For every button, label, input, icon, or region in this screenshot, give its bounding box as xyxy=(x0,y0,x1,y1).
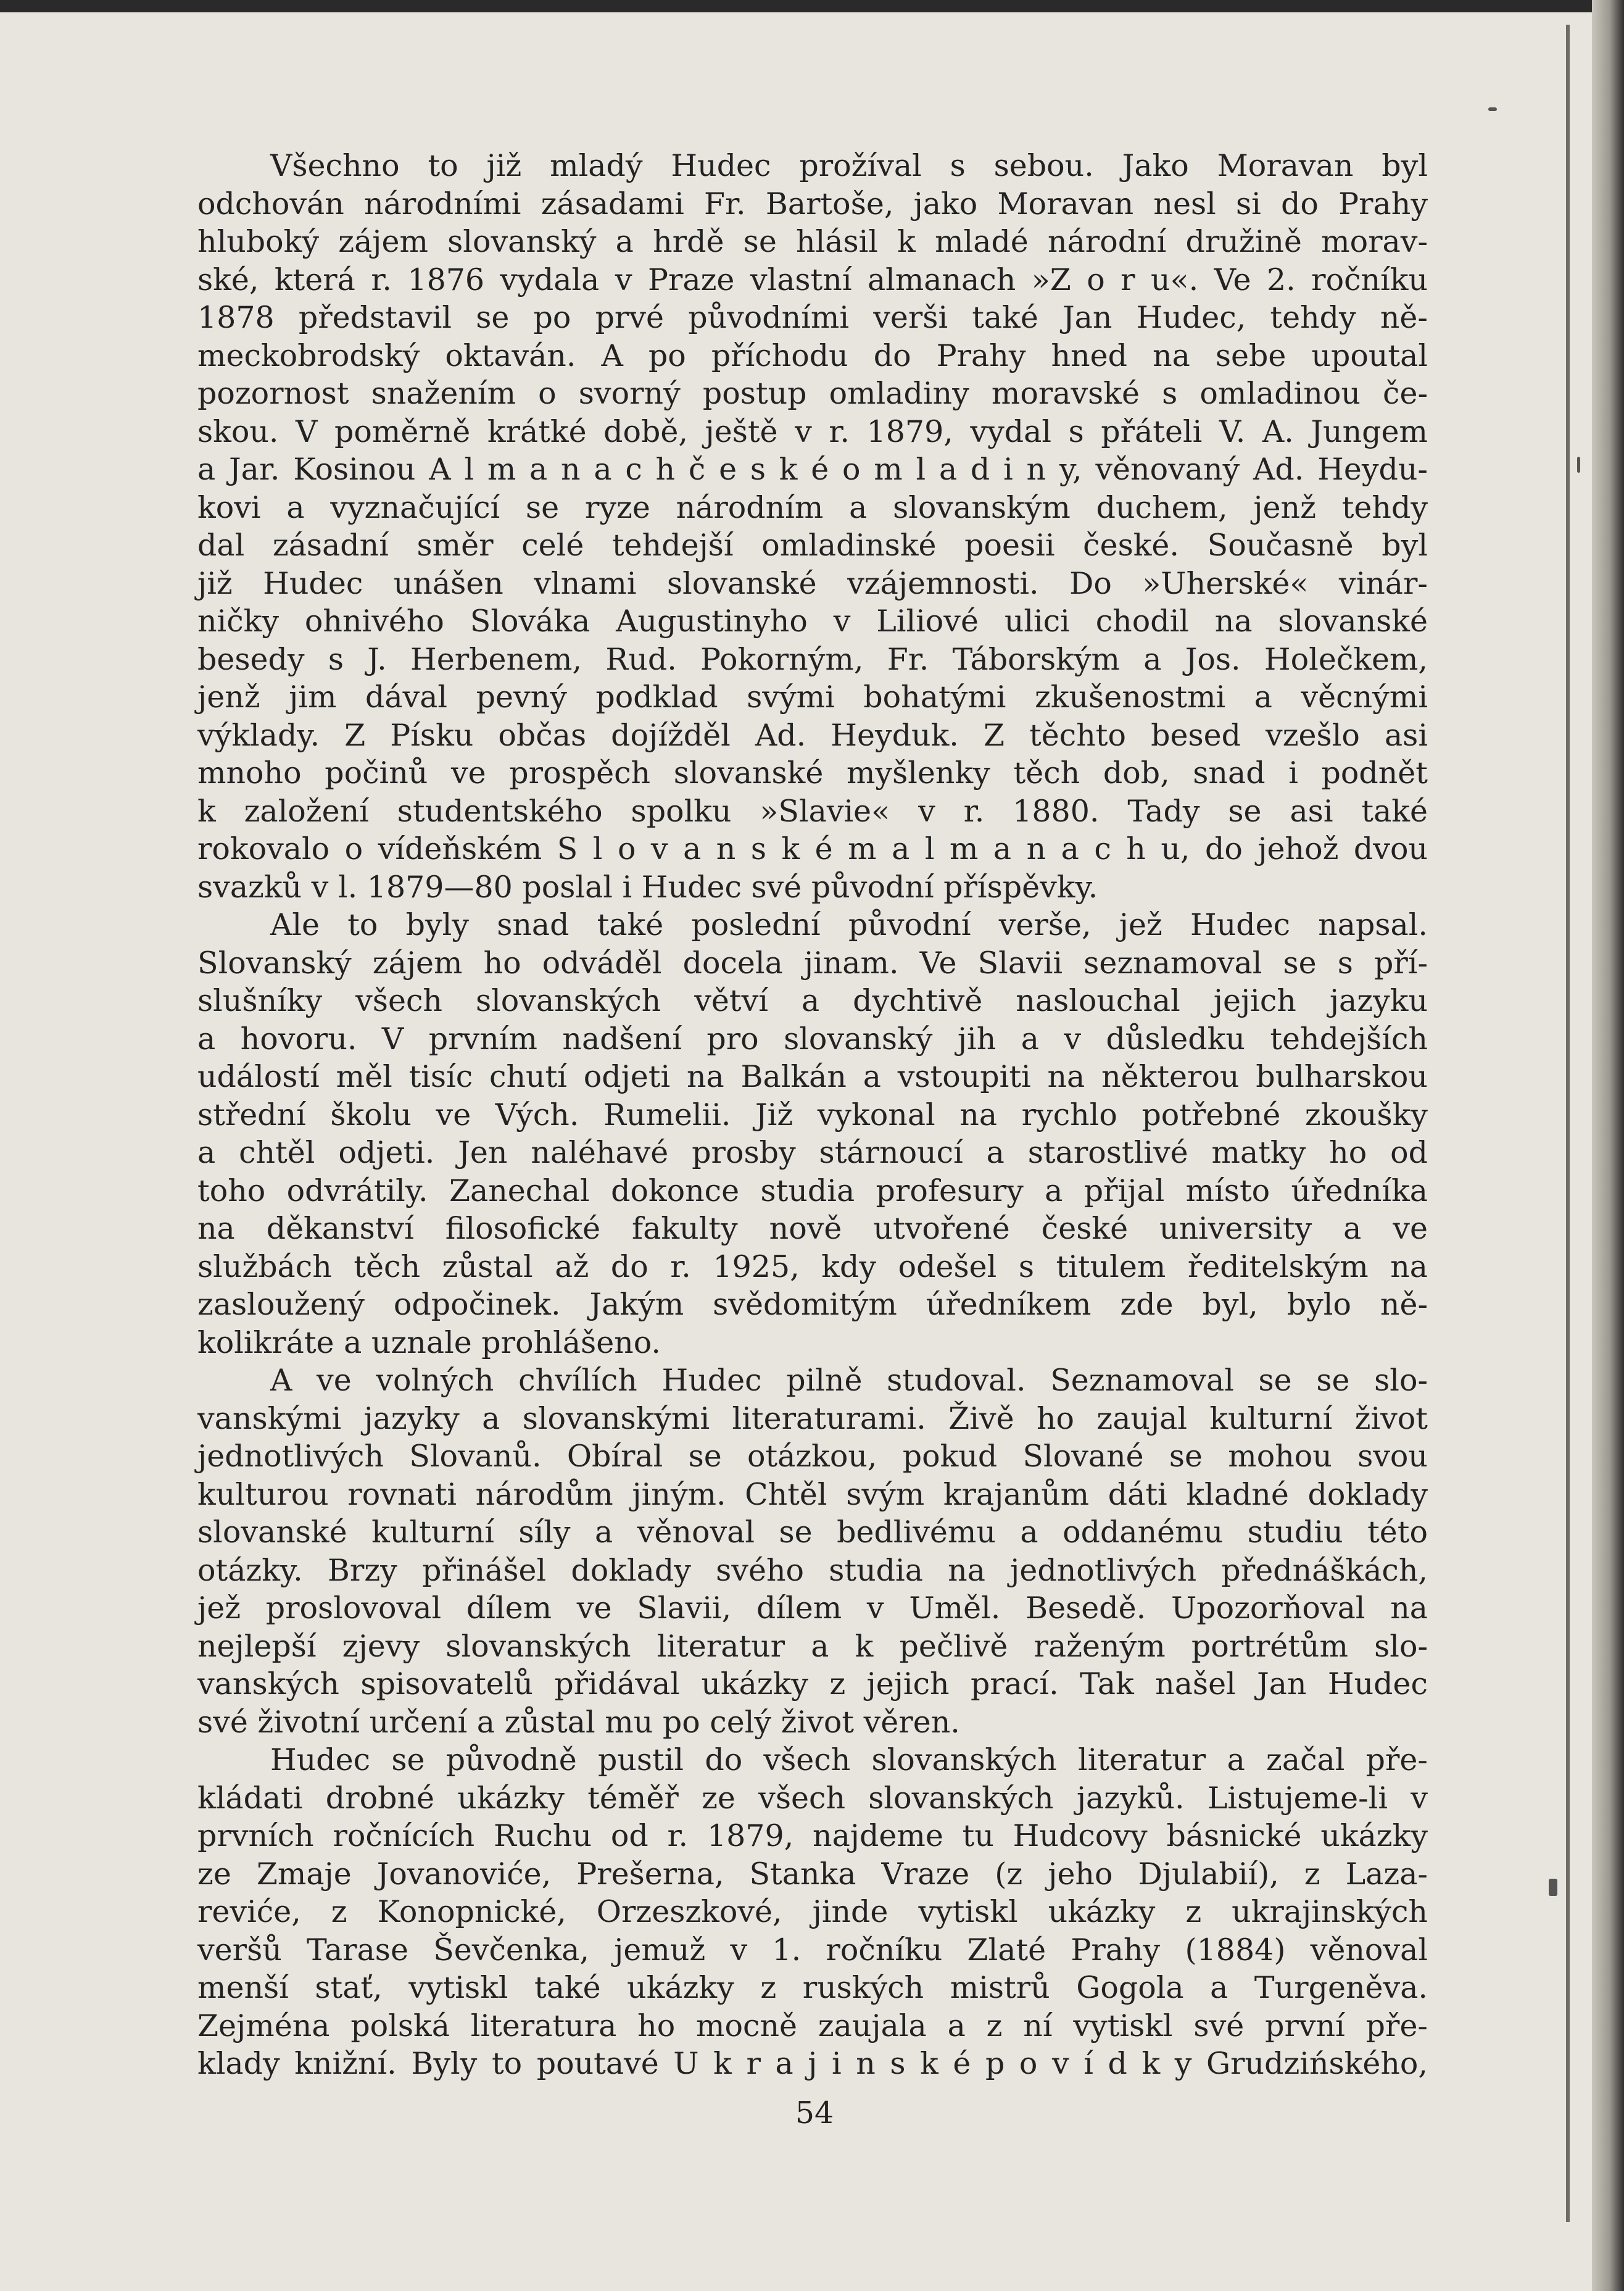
text-line: dal zásadní směr celé tehdejší omladinské poesii české. Současně byl xyxy=(197,528,1428,563)
text-line: svazků v l. 1879—80 poslal i Hudec své původní příspěvky. xyxy=(197,869,1098,905)
text-line: A ve volných chvílích Hudec pilně studoval. Seznamoval se se slo- xyxy=(270,1363,1428,1398)
text-line: toho odvrátily. Zanechal dokonce studia profesury a přijal místo úředníka xyxy=(197,1173,1428,1208)
text-line: prvních ročnících Ruchu od r. 1879, najdeme tu Hudcovy básnické ukázky xyxy=(197,1818,1428,1853)
text-line: službách těch zůstal až do r. 1925, kdy odešel s titulem ředitelským na xyxy=(197,1249,1428,1284)
text-line: veršů Tarase Ševčenka, jemuž v 1. ročníku Zlaté Prahy (1884) věnoval xyxy=(197,1932,1428,1968)
text-line: klady knižní. Byly to poutavé U k r a j i n s k é p o v í d k y Grudzińského, xyxy=(197,2046,1428,2081)
paragraph-1 xyxy=(197,147,1428,906)
text-line: mnoho počinů ve prospěch slovanské myšlenky těch dob, snad i podnět xyxy=(197,755,1428,791)
text-line: a chtěl odjeti. Jen naléhavé prosby stárnoucí a starostlivé matky ho od xyxy=(197,1135,1428,1170)
text-line: kovi a vyznačující se ryze národním a slovanským duchem, jenž tehdy xyxy=(197,489,1428,525)
body-text xyxy=(197,147,1428,2083)
text-line: reviće, z Konopnické, Orzeszkové, jinde vytiskl ukázky z ukrajinských xyxy=(197,1894,1428,1929)
text-line: skou. V poměrně krátké době, ještě v r. 1879, vydal s přáteli V. A. Jungem xyxy=(197,414,1428,449)
text-line: menší stať, vytiskl také ukázky z ruských mistrů Gogola a Turgeněva. xyxy=(197,1970,1428,2005)
page-number: 54 xyxy=(795,2095,834,2131)
text-line: událostí měl tisíc chutí odjeti na Balkán a vstoupiti na některou bulharskou xyxy=(197,1059,1428,1094)
text-line: kulturou rovnati národům jiným. Chtěl svým krajanům dáti kladné doklady xyxy=(197,1476,1428,1512)
text-line: kládati drobné ukázky téměř ze všech slovanských jazyků. Listujeme-li v xyxy=(197,1780,1428,1816)
text-line: pozornost snažením o svorný postup omladiny moravské s omladinou če- xyxy=(197,376,1428,411)
text-line: odchován národními zásadami Fr. Bartoše, jako Moravan nesl si do Prahy xyxy=(197,186,1428,222)
text-line: Zejména polská literatura ho mocně zaujala a z ní vytiskl své první pře- xyxy=(197,2008,1428,2044)
text-line: meckobrodský oktaván. A po příchodu do Prahy hned na sebe upoutal xyxy=(197,338,1428,373)
text-line: a Jar. Kosinou A l m a n a c h č e s k é o m l a d i n y, věnovaný Ad. Heydu- xyxy=(197,452,1428,487)
text-line: vanskými jazyky a slovanskými literaturami. Živě ho zaujal kulturní život xyxy=(197,1400,1428,1436)
scan-speck xyxy=(1549,1879,1557,1896)
text-line: Ale to byly snad také poslední původní verše, jež Hudec napsal. xyxy=(270,907,1428,942)
scan-speck xyxy=(1577,457,1580,473)
text-line: jež proslovoval dílem ve Slavii, dílem v Uměl. Besedě. Upozorňoval na xyxy=(197,1590,1428,1626)
text-line: a hovoru. V prvním nadšení pro slovanský jih a v důsledku tehdejších xyxy=(197,1021,1428,1057)
text-line: Hudec se původně pustil do všech slovanských literatur a začal pře- xyxy=(270,1742,1428,1778)
text-line: kolikráte a uznale prohlášeno. xyxy=(197,1324,661,1360)
paragraph-4 xyxy=(197,1741,1428,2083)
scan-speck xyxy=(1488,107,1497,111)
text-line: slovanské kulturní síly a věnoval se bedlivému a oddanému studiu této xyxy=(197,1515,1428,1550)
text-line: jednotlivých Slovanů. Obíral se otázkou, pokud Slované se mohou svou xyxy=(197,1439,1428,1474)
text-line: otázky. Brzy přinášel doklady svého studia na jednotlivých přednáškách, xyxy=(197,1552,1428,1588)
text-line: vanských spisovatelů přidával ukázky z jejich prací. Tak našel Jan Hudec xyxy=(197,1666,1428,1702)
text-line: slušníky všech slovanských větví a dychtivě naslouchal jejich jazyku xyxy=(197,983,1428,1018)
text-line: k založení studentského spolku »Slavie« v r. 1880. Tady se asi také xyxy=(197,793,1428,829)
page-edge-shadow xyxy=(1566,25,1570,2222)
text-line: střední školu ve Vých. Rumelii. Již vykonal na rychlo potřebné zkoušky xyxy=(197,1097,1428,1133)
text-line: ze Zmaje Jovanoviće, Prešerna, Stanka Vraze (z jeho Djulabií), z Laza- xyxy=(197,1856,1428,1892)
text-line: nejlepší zjevy slovanských literatur a k pečlivě raženým portrétům slo- xyxy=(197,1628,1428,1664)
scan-top-edge xyxy=(0,0,1624,12)
text-line: Všechno to již mladý Hudec prožíval s sebou. Jako Moravan byl xyxy=(270,148,1428,183)
text-line: hluboký zájem slovanský a hrdě se hlásil k mladé národní družině morav- xyxy=(197,224,1428,259)
text-line: ské, která r. 1876 vydala v Praze vlastní almanach »Z o r u«. Ve 2. ročníku xyxy=(197,262,1428,297)
text-line: ničky ohnivého Slováka Augustinyho v Liliové ulici chodil na slovanské xyxy=(197,604,1428,639)
text-line: již Hudec unášen vlnami slovanské vzájemnosti. Do »Uherské« vinár- xyxy=(197,565,1428,601)
text-line: Slovanský zájem ho odváděl docela jinam. Ve Slavii seznamoval se s pří- xyxy=(197,945,1428,981)
book-spine-edge xyxy=(1592,0,1624,2291)
text-line: zasloužený odpočinek. Jakým svědomitým úředníkem zde byl, bylo ně- xyxy=(197,1287,1428,1322)
text-line: besedy s J. Herbenem, Rud. Pokorným, Fr. Táborským a Jos. Holečkem, xyxy=(197,641,1428,677)
paragraph-3 xyxy=(197,1362,1428,1741)
text-line: rokovalo o vídeňském S l o v a n s k é m a l m a n a c h u, do jehož dvou xyxy=(197,831,1428,867)
text-line: výklady. Z Písku občas dojížděl Ad. Heyduk. Z těchto besed vzešlo asi xyxy=(197,717,1428,753)
text-line: na děkanství filosofické fakulty nově utvořené české university a ve xyxy=(197,1211,1428,1246)
paragraph-2 xyxy=(197,906,1428,1362)
text-line: jenž jim dával pevný podklad svými bohatými zkušenostmi a věcnými xyxy=(197,680,1428,715)
text-line: 1878 představil se po prvé původními verši také Jan Hudec, tehdy ně- xyxy=(197,300,1428,335)
text-line: své životní určení a zůstal mu po celý život věren. xyxy=(197,1704,960,1740)
